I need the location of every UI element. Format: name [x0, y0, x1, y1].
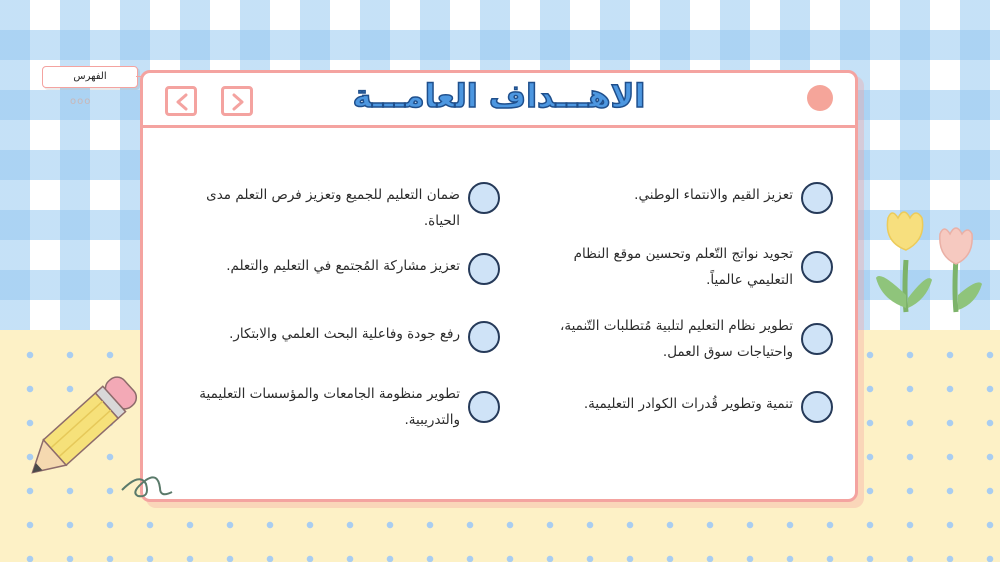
goal-item	[533, 241, 833, 293]
goal-bullet[interactable]	[801, 182, 833, 214]
goal-bullet[interactable]	[468, 391, 500, 423]
window-titlebar	[143, 73, 855, 128]
goal-bullet[interactable]	[801, 391, 833, 423]
goal-item	[553, 182, 833, 214]
goal-text: ضمان التعليم للجميع وتعزيز فرص التعلم مدى الحياة.	[206, 187, 460, 229]
index-dots: ooo	[70, 96, 92, 107]
goal-item	[533, 391, 833, 423]
goal-item	[170, 182, 500, 234]
goal-bullet[interactable]	[468, 182, 500, 214]
main-window	[140, 70, 858, 502]
goal-bullet[interactable]	[801, 251, 833, 283]
goal-text: تجويد نواتج التّعلم وتحسين موقع النظام التعليمي عالمياً.	[573, 246, 793, 288]
tulips-decoration	[868, 200, 988, 320]
goal-text: تطوير نظام التعليم لتلبية مُتطلبات التّنمية، واحتياجات سوق العمل.	[559, 318, 793, 360]
pencil-decoration	[22, 372, 182, 512]
goal-text: تعزيز القيم والانتماء الوطني.	[634, 187, 793, 203]
window-dot-button[interactable]	[807, 85, 833, 111]
index-tab[interactable]	[42, 66, 138, 88]
goal-bullet[interactable]	[468, 253, 500, 285]
page-title: الاهـــداف العامـــة	[352, 77, 646, 115]
goal-item	[170, 253, 500, 285]
goal-item	[170, 321, 500, 353]
goal-item	[170, 381, 500, 433]
goal-bullet[interactable]	[468, 321, 500, 353]
goal-text: تعزيز مشاركة المُجتمع في التعليم والتعلم.	[226, 258, 460, 274]
index-tab-label: الفهرس	[73, 71, 107, 82]
goal-item	[533, 313, 833, 365]
goal-text: تطوير منظومة الجامعات والمؤسسات التعليمية والتدريبية.	[199, 386, 460, 428]
goal-text: رفع جودة وفاعلية البحث العلمي والابتكار.	[229, 326, 460, 342]
goal-text: تنمية وتطوير قُدرات الكوادر التعليمية.	[583, 396, 793, 412]
goal-bullet[interactable]	[801, 323, 833, 355]
